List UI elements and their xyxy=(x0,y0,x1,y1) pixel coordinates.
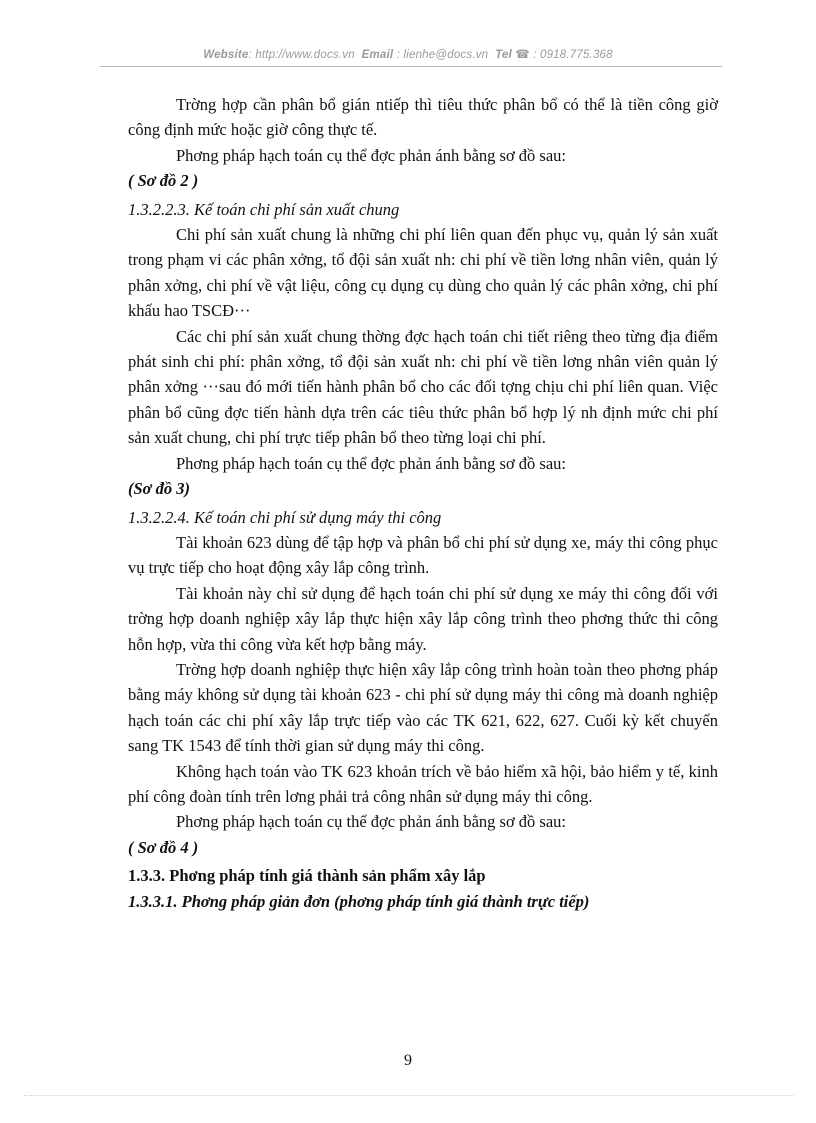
tel-label: Tel xyxy=(495,49,512,61)
section-heading-1-3-3-1: 1.3.3.1. Phơng pháp giản đơn (phơng pháp tính giá thành trực tiếp) xyxy=(128,891,590,911)
section-heading-1-3-2-2-3: 1.3.2.2.3. Kế toán chi phí sản xuất chung xyxy=(128,199,400,219)
paragraph-10: Phơng pháp hạch toán cụ thể đợc phản ánh bằng sơ đồ sau: xyxy=(176,812,567,832)
document-body xyxy=(128,92,718,914)
paragraph-5: Phơng pháp hạch toán cụ thể đợc phản ánh bằng sơ đồ sau: xyxy=(176,453,567,473)
paragraph-1: Trờng hợp cần phân bổ gián ntiếp thì tiêu thức phân bổ có thể là tiền công giờ công định mức hoặc giờ công thực tế. xyxy=(128,95,718,140)
page-number: 9 xyxy=(404,1052,412,1069)
page-header xyxy=(0,47,816,61)
tel-value: ☎ : 0918.775.368 xyxy=(515,49,613,61)
paragraph-2: Phơng pháp hạch toán cụ thể đợc phản ánh bằng sơ đồ sau: xyxy=(176,145,567,165)
website-label: Website xyxy=(203,49,249,61)
email-label: Email xyxy=(361,49,394,61)
paragraph-6: Tài khoản 623 dùng để tập hợp và phân bổ chi phí sử dụng xe, máy thi công phục vụ trực tiếp cho hoạt động xây lắp công trình. xyxy=(128,532,718,578)
paragraph-4: Các chi phí sản xuất chung thờng đợc hạch toán chi tiết riêng theo từng địa điểm phát sinh chi phí: phân xởng, tổ đội sản xuất nh: chi phí về tiền lơng nhân viên quản lý phân xởng ···sau đó mới tiến hành phân bổ cho các đối tợng chịu chi phí liên quan. Việc phân bổ cũng đợc tiến hành dựa trên các tiêu thức phân bổ hợp lý nh định mức chi phí sản xuất chung, chi phí trực tiếp phân bổ theo từng loại chi phí. xyxy=(128,326,718,448)
website-value[interactable]: : http://www.docs.vn xyxy=(248,49,355,61)
header-divider xyxy=(100,66,722,67)
diagram-4-label: ( Sơ đồ 4 ) xyxy=(128,837,199,857)
email-value[interactable]: : lienhe@docs.vn xyxy=(396,49,489,61)
paragraph-9: Không hạch toán vào TK 623 khoản trích về bảo hiểm xã hội, bảo hiểm y tế, kinh phí công đoàn tính trên lơng phải trả công nhân sử dụng máy thi công. xyxy=(128,761,718,806)
diagram-2-label: ( Sơ đồ 2 ) xyxy=(128,171,199,191)
paragraph-8: Trờng hợp doanh nghiệp thực hiện xây lắp công trình hoàn toàn theo phơng pháp bằng máy không sử dụng tài khoản 623 - chi phí sử dụng máy thi công mà doanh nghiệp hạch toán các chi phí xây lắp trực tiếp vào các TK 621, 622, 627. Cuối kỳ kết chuyển sang TK 1543 để tính thời gian sử dụng máy thi công. xyxy=(128,659,718,756)
paragraph-7: Tài khoản này chỉ sử dụng để hạch toán chi phí sử dụng xe máy thi công đối với trờng hợp doanh nghiệp xây lắp thực hiện xây lắp công trình theo phơng thức thi công hỗn hợp, vừa thi công vừa kết hợp bằng máy. xyxy=(128,583,718,654)
paragraph-3: Chi phí sản xuất chung là những chi phí liên quan đến phục vụ, quản lý sản xuất trong phạm vi các phân xởng, tổ đội sản xuất nh: chi phí về tiền lơng nhân viên, quản lý phân xởng, chi phí về vật liệu, công cụ dụng cụ dùng cho quản lý các phân xởng, chi phí khấu hao TSCĐ··· xyxy=(128,225,718,321)
section-heading-1-3-3: 1.3.3. Phơng pháp tính giá thành sản phẩm xây lắp xyxy=(128,866,486,886)
footer-divider xyxy=(24,1095,794,1096)
diagram-3-label: (Sơ đồ 3) xyxy=(128,479,191,499)
section-heading-1-3-2-2-4: 1.3.2.2.4. Kế toán chi phí sử dụng máy thi công xyxy=(128,507,442,527)
